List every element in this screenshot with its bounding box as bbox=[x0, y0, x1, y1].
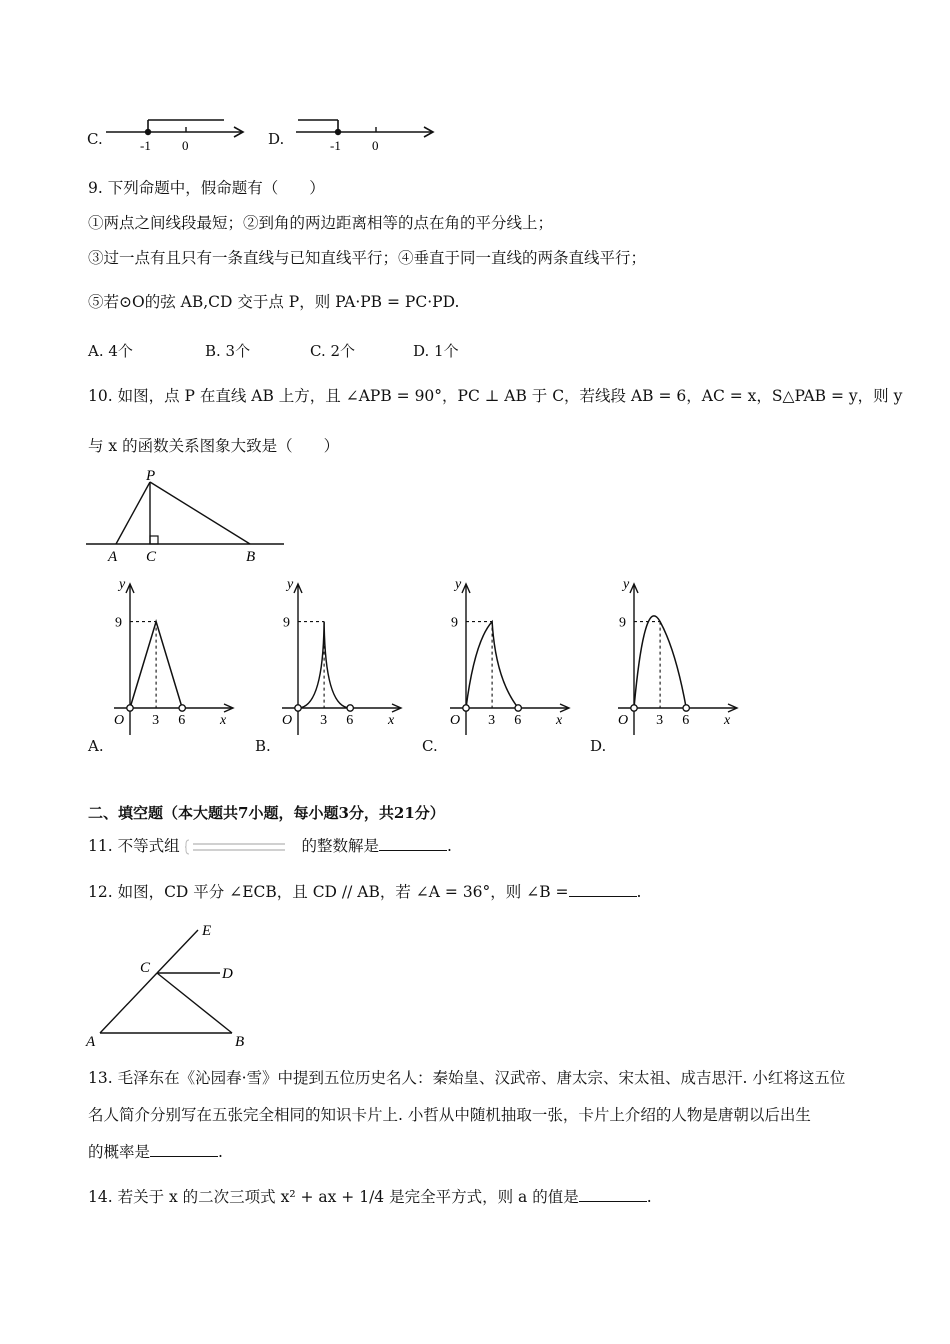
number-line-d bbox=[290, 112, 440, 156]
q10-option-b: B. bbox=[255, 737, 271, 755]
open-point-origin bbox=[127, 705, 133, 711]
q10-graph-a bbox=[100, 575, 240, 745]
q11-answer-blank[interactable] bbox=[379, 836, 447, 851]
q10-graph-d bbox=[604, 575, 744, 745]
q10-option-c: C. bbox=[422, 737, 438, 755]
label-a: A bbox=[86, 1034, 96, 1050]
label-y: y bbox=[623, 577, 630, 592]
q11-suffix: 的整数解是 bbox=[301, 837, 379, 855]
tick-3: 3 bbox=[488, 713, 496, 728]
tick-6: 6 bbox=[346, 713, 354, 728]
label-x: x bbox=[556, 713, 563, 728]
q9-stem: 9. 下列命题中，假命题有（ ） bbox=[88, 179, 325, 197]
q9-option-d: D. 1个 bbox=[413, 342, 459, 360]
open-point-origin bbox=[631, 705, 637, 711]
label-x: x bbox=[388, 713, 395, 728]
q10-triangle-figure bbox=[80, 466, 295, 566]
q11-system-figure bbox=[185, 839, 297, 855]
tick-3: 3 bbox=[152, 713, 160, 728]
q12-line: 12. 如图，CD 平分 ∠ECB，且 CD // AB，若 ∠A = 36°，则 ∠B = . bbox=[88, 883, 642, 901]
q10-stem-line1: 10. 如图，点 P 在直线 AB 上方，且 ∠APB = 90°，PC ⊥ AB 于 C，若线段 AB = 6，AC = x，S△PAB = y，则 y bbox=[88, 387, 903, 405]
q12-figure bbox=[80, 918, 260, 1053]
tick-neg1: -1 bbox=[140, 138, 151, 153]
q14-answer-blank[interactable] bbox=[579, 1187, 647, 1202]
tick-9: 9 bbox=[451, 615, 458, 631]
tick-9: 9 bbox=[115, 615, 122, 631]
q9-option-c: C. 2个 bbox=[310, 342, 356, 360]
label-origin: O bbox=[450, 713, 461, 728]
q10-stem-line2: 与 x 的函数关系图象大致是（ ） bbox=[88, 437, 340, 455]
label-b: B bbox=[235, 1034, 245, 1050]
label-origin: O bbox=[618, 713, 629, 728]
q10-graph-c bbox=[436, 575, 576, 745]
q9-line2: ③过一点有且只有一条直线与已知直线平行；④垂直于同一直线的两条直线平行； bbox=[88, 249, 647, 267]
label-origin: O bbox=[114, 713, 125, 728]
label-y: y bbox=[287, 577, 294, 592]
q13-line2: 名人简介分别写在五张完全相同的知识卡片上. 小哲从中随机抽取一张，卡片上介绍的人物是唐朝以后出生 bbox=[88, 1106, 811, 1124]
open-point-six bbox=[347, 705, 353, 711]
label-y: y bbox=[455, 577, 462, 592]
q9-line3: ⑤若⊙O的弦 AB,CD 交于点 P，则 PA·PB = PC·PD. bbox=[88, 293, 460, 311]
q14-line: 14. 若关于 x 的二次三项式 x² + ax + 1/4 是完全平方式，则 a 的值是 . bbox=[88, 1188, 652, 1206]
q12-answer-blank[interactable] bbox=[569, 882, 637, 897]
tick-6: 6 bbox=[178, 713, 186, 728]
q9-option-b: B. 3个 bbox=[205, 342, 251, 360]
q11-line: 11. 不等式组 的整数解是 . bbox=[88, 837, 452, 855]
label-e: E bbox=[202, 923, 212, 939]
label-c: C bbox=[140, 960, 151, 976]
tick-0: 0 bbox=[182, 138, 189, 153]
label-b: B bbox=[246, 549, 256, 565]
tick-9: 9 bbox=[283, 615, 290, 631]
label-x: x bbox=[724, 713, 731, 728]
q13-line3: 的概率是 . bbox=[88, 1143, 223, 1161]
label-d: D bbox=[222, 966, 233, 982]
q12-prefix: 12. 如图，CD 平分 ∠ECB，且 CD // AB，若 ∠A = 36°，则 ∠B = bbox=[88, 883, 569, 901]
label-y: y bbox=[119, 577, 126, 592]
open-point-six bbox=[179, 705, 185, 711]
label-origin: O bbox=[282, 713, 293, 728]
option-d-label: D. bbox=[268, 130, 285, 148]
open-point-six bbox=[683, 705, 689, 711]
q10-option-a: A. bbox=[88, 737, 104, 755]
q13-line1: 13. 毛泽东在《沁园春·雪》中提到五位历史名人：秦始皇、汉武帝、唐太宗、宋太祖、成吉思汗. 小红将这五位 bbox=[88, 1069, 846, 1087]
label-a: A bbox=[108, 549, 118, 565]
tick-3: 3 bbox=[656, 713, 664, 728]
label-c: C bbox=[146, 549, 157, 565]
tick-3: 3 bbox=[320, 713, 328, 728]
open-point-origin bbox=[463, 705, 469, 711]
number-line-c bbox=[100, 112, 250, 156]
tick-9: 9 bbox=[619, 615, 626, 631]
q9-line1: ①两点之间线段最短；②到角的两边距离相等的点在角的平分线上； bbox=[88, 214, 554, 232]
section-title: 二、填空题（本大题共7小题，每小题3分，共21分） bbox=[88, 804, 445, 822]
q9-option-a: A. 4个 bbox=[88, 342, 133, 360]
q14-prefix: 14. 若关于 x 的二次三项式 x² + ax + 1/4 是完全平方式，则 a 的值是 bbox=[88, 1188, 579, 1206]
tick-neg1: -1 bbox=[330, 138, 341, 153]
q13-answer-blank[interactable] bbox=[150, 1142, 218, 1157]
label-p: P bbox=[146, 468, 156, 484]
option-c-label: C. bbox=[87, 130, 103, 148]
q11-prefix: 11. 不等式组 bbox=[88, 837, 180, 855]
tick-0: 0 bbox=[372, 138, 379, 153]
open-point-six bbox=[515, 705, 521, 711]
q10-option-d: D. bbox=[590, 737, 607, 755]
q10-graph-b bbox=[268, 575, 408, 745]
open-point-origin bbox=[295, 705, 301, 711]
label-x: x bbox=[220, 713, 227, 728]
tick-6: 6 bbox=[514, 713, 522, 728]
tick-6: 6 bbox=[682, 713, 690, 728]
